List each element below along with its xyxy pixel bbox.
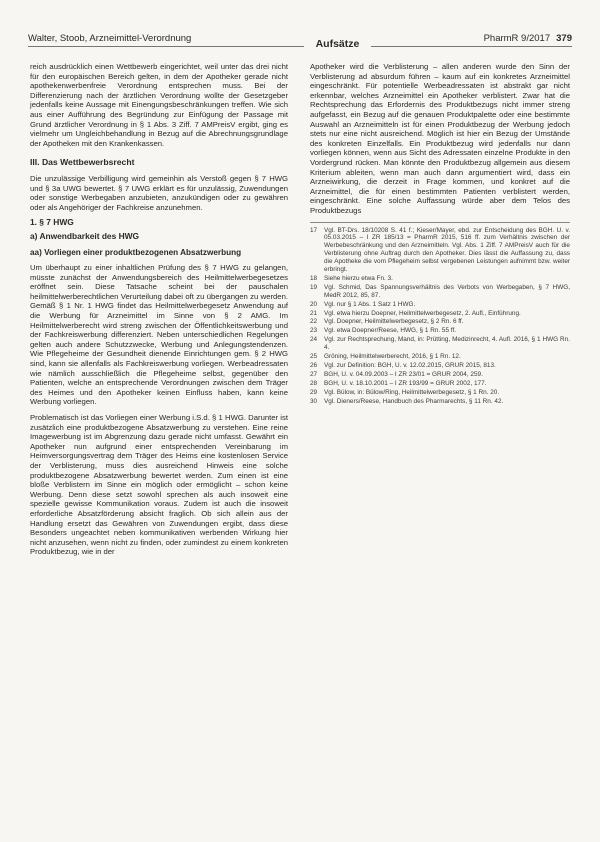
- journal-issue: PharmR 9/2017: [483, 33, 551, 44]
- footnote-text: Vgl. etwa hierzu Doepner, Heilmittelwerbegesetz, 2. Aufl., Einführung.: [324, 309, 521, 317]
- right-column: [310, 62, 570, 407]
- footnote: [310, 336, 570, 352]
- footnote-text: BGH, U. v. 04.09.2003 – I ZR 23/01 = GRUR 2004, 259.: [324, 370, 483, 378]
- heading-wettbewerbsrecht: III. Das Wettbewerbsrecht: [30, 157, 135, 168]
- heading-absatzwerbung: aa) Vorliegen einer produktbezogenen Absatzwerbung: [30, 247, 242, 257]
- footnote-number: 26: [310, 362, 318, 369]
- footnote-number: 28: [310, 379, 318, 387]
- left-column: [30, 62, 288, 563]
- footnote-text: Vgl. BT-Drs. 18/10208 S. 41 f.; Kieser/Mayer, ebd. zur Entscheidung des BGH. U. v. 05.03.2015 – I ZR 185/13 = PharmR 2015, 516 ff. zum Verhältnis zwischen der Werbebeschränkung und den Arzneimitteln. Vgl. Abs. 1 Ziff. 7 AMPreisV auch für die Verblisterung ohne Auftrag durch den Apotheker. Dies lässt die Auffassung zu, dass die Apotheke die vom Pflegeheim selbst vergebenen Leistungen aufnimmt bzw. weiter erbringt.: [324, 226, 570, 274]
- running-title: Walter, Stoob, Arzneimittel-Verordnung: [28, 33, 192, 44]
- footnote: [310, 398, 570, 406]
- paragraph: reich ausdrücklich einen Wettbewerb eingerichtet, weil unter das drei nicht für den europäischen Bereich gelten, in dem der Apotheker gerade nicht apothekenwerbenfreie Verordnung entsprechen muss. Bei der Differenzierung nach der ärztlichen Verordnung wollte der Gesetzgeber jedenfalls keine Aussage mit Einengungsbeschränkungen treffen. Wie sich aus einer Aufführung des Begründung zur Einfügung der Passage mit Grund ärztlicher Verordnung in § 1 Abs. 3 Ziff. 7 AMPreisV ergibt, ging es vielmehr um Ungleichbehandlung in Bezug auf die Abrechnungsgrundlage der Apotheken mit den Krankenkassen.: [30, 62, 288, 148]
- footnote-number: 23: [310, 327, 318, 335]
- footnote-number: 20: [310, 300, 318, 308]
- footnote-number: 18: [310, 274, 318, 282]
- footnote-text: Vgl. zur Rechtsprechung, Mand, in: Prütting, Medizinrecht, 4. Aufl. 2016, § 1 HWG Rn. 4.: [324, 336, 570, 352]
- footnote-number: 21: [310, 309, 318, 317]
- footnote: [310, 310, 570, 318]
- footnote: [310, 353, 570, 361]
- footnotes: [310, 222, 570, 406]
- footnote-text: Vgl. zur Definition: BGH, U. v. 12.02.2015, GRUR 2015, 813.: [324, 362, 496, 369]
- footnote-text: BGH, U. v. 18.10.2001 – I ZR 193/99 = GRUR 2002, 177.: [324, 379, 487, 387]
- footnote: [310, 284, 570, 300]
- footnote-number: 17: [310, 226, 318, 234]
- footnote-number: 19: [310, 283, 318, 291]
- footnote: [310, 362, 570, 370]
- footnote: [310, 380, 570, 388]
- footnote-text: Vgl. Dieners/Reese, Handbuch des Pharmarechts, § 11 Rn. 42.: [324, 397, 504, 405]
- footnote-text: Vgl. Bülow, in: Bülow/Ring, Heilmittelwerbegesetz, § 1 Rn. 20.: [324, 388, 500, 396]
- footnote: [310, 318, 570, 326]
- heading-anwendbarkeit: a) Anwendbarkeit des HWG: [30, 230, 140, 241]
- footnote-number: 24: [310, 336, 318, 344]
- footnote-number: 25: [310, 353, 318, 361]
- footnote-text: Gröning, Heilmittelwerberecht, 2016, § 1 Rn. 12.: [324, 353, 461, 361]
- page-header: [28, 28, 572, 50]
- footnote-text: Vgl. etwa Doepner/Reese, HWG, § 1 Rn. 55 ff.: [324, 327, 457, 335]
- heading-7-hwg: 1. § 7 HWG: [30, 217, 74, 228]
- footnote-text: Siehe hierzu etwa Fn. 3.: [324, 274, 393, 282]
- footnote: [310, 227, 570, 274]
- paragraph: Apotheker wird die Verblisterung – allen anderen wurde den Sinn der Verblisterung ad absurdum führen – kaum auf ein konkretes Arzneimittel eingeschränkt. Für potentielle Werbeadressaten ist abstrakt gar nicht erkennbar, welches Arzneimittel ein Apotheker verblistert. Zwar hat die Rechtsprechung das Erfordernis des Produktbezugs nicht immer streng aufgefasst, ein Bezug auf die genauen Produktpalette oder eine bestimmte Auswahl an Arzneimitteln ist für einen Produktbezug der Werbung jedoch stets nur eine nicht ausreichend. Möglich ist hier ein Bezug der Umstände des konkreten Einzelfalls. Ein Produktbezug wird jedenfalls nur dann vorliegen können, wenn aus Sicht des Adressaten einzelne Produkte in den Vordergrund rücken. Man könnte den Produktbezug allgemein aus diesem Kriterium ableiten, wenn man auch dann argumentiert wird, dass ein Arzneiwirkung, die derzeit in Frage kommen, und konkret auf die Arzneimittel, die für einen bestimmten Patienten verblistert werden, eingeschränkt. Eine solche Auffassung würde aber dem Telos des Produktbezugs: [310, 62, 570, 215]
- footnote: [310, 301, 570, 309]
- footnote-number: 27: [310, 370, 318, 378]
- footnote-text: Vgl. Doepner, Heilmittelwerbegesetz, § 2 Rn. 6 ff.: [324, 318, 464, 326]
- footnote-number: 29: [310, 388, 318, 396]
- footnote: [310, 327, 570, 335]
- footnote: [310, 275, 570, 283]
- footnote: [310, 371, 570, 379]
- section-label: Aufsätze: [304, 38, 372, 50]
- paragraph: Problematisch ist das Vorliegen einer Werbung i.S.d. § 1 HWG. Darunter ist zusätzlich eine produktbezogene Absatzwerbung zu verstehen. Eine reine Imagewerbung ist im Abgrenzung dazu gerade nicht umfasst. Gewährt ein Apotheker nun aufgrund einer entsprechenden Vereinbarung im Heimversorgungsvertrag dem Träger des Heims eine kostenlosen Service der Verblisterung, muss dies ausreichend Hinweis eine solche produktbezogene Absatzwerbung bewertet werden. Zum einen ist eine bloße Verblistern im Sinne ein möglich oder ermöglicht – schon keine Werbung. Denn diese setzt sowohl sprechen als auch insoweit eine spezielle gewisse Kommunikation voraus. Zudem ist auch die insoweit erforderliche Absatzförderung absicht fraglich. Ob sich allein aus der Handlung ersetzt das Gewähren von Zuwendungen ergibt, dass diese Besonders ungeachtet neben kommunikativen werbenden Wirkung hier nicht anzusehen, wenn nicht zu finden, oder zumindest zu einem konkreten Produktbezug, wie in der: [30, 413, 288, 557]
- footnote-text: Vgl. nur § 1 Abs. 1 Satz 1 HWG.: [324, 300, 416, 308]
- paragraph: Die unzulässige Verbilligung wird gemeinhin als Verstoß gegen § 7 HWG und § 3a UWG bewertet. § 7 UWG erklärt es für unzulässig, Zuwendungen oder sonstige Werbegaben anzubieten, anzukündigen oder zu gewähren oder als Angehöriger der Fachkreise anzunehmen.: [30, 173, 288, 212]
- page-number: 379: [556, 33, 572, 44]
- footnote-text: Vgl. Schmid, Das Spannungsverhältnis des Verbots von Werbegaben, § 7 HWG, MedR 2012, 85, 87.: [324, 283, 570, 299]
- paragraph: Um überhaupt zu einer inhaltlichen Prüfung des § 7 HWG zu gelangen, müsste zunächst der Anwendungsbereich des Heilmittelwerbegesetzes eröffnet sein. Diese Tatsache scheint bei der pauschalen heilmittelwerberechtlichen Verurteilung dabei oft zu übergangen zu werden. Gemäß § 1 Nr. 1 HWG findet das Heilmittelwerbegesetz Anwendung auf die Werbung für Arzneimittel im Sinne von § 2 AMG. Im Heilmittelwerberecht wird streng zwischen der Öffentlichkeitswerbung und der Fachkreiswerbung differenziert. Neben unterschiedlichen Regelungen gelten auch andere Schutzzwecke, Werbung und Anlegungstendenzen. Wie Pflegeheime der Gesundheit dienende Einrichtungen gem. § 2 HWG sind, kann sie allenfalls als Fachkreiswerbung vorliegen. Werbeadressaten wie nämlich ausschließlich die Pflegeheime selbst, gegenüber den Patienten, welche an entsprechende Verordnungen zwischen dem Träger des Heimes und den Apotheker keinen Einfluss haben, kann keine Werbung vorliegen.: [30, 263, 288, 407]
- header-right: [484, 33, 572, 44]
- footnote: [310, 389, 570, 397]
- footnote-number: 22: [310, 318, 318, 326]
- footnote-number: 30: [310, 397, 318, 405]
